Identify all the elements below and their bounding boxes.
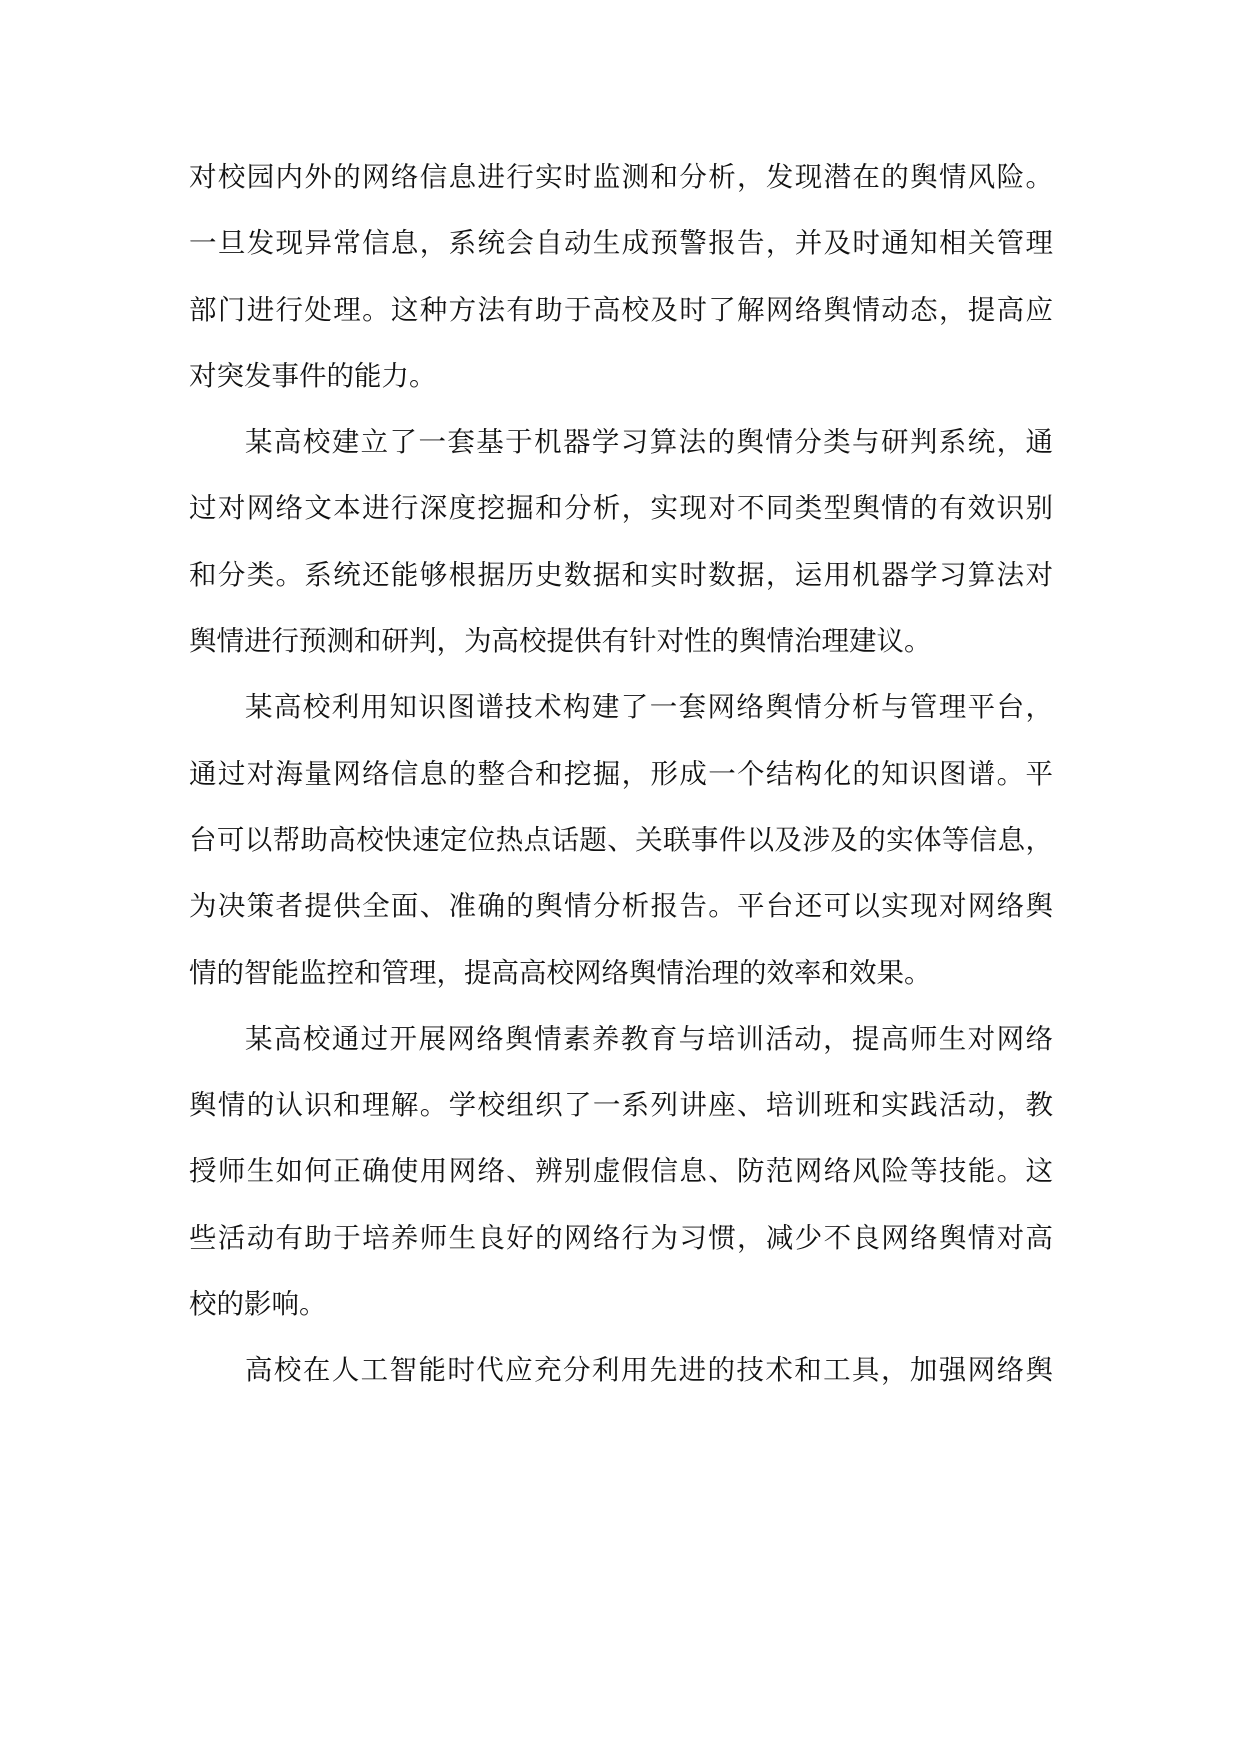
text-line: 高校在人工智能时代应充分利用先进的技术和工具，加强网络舆: [245, 1354, 1053, 1387]
text-line: 舆情进行预测和研判，为高校提供有针对性的舆情治理建议。: [189, 625, 932, 658]
text-line: 对校园内外的网络信息进行实时监测和分析，发现潜在的舆情风险。: [189, 161, 1053, 193]
text-line: 过对网络文本进行深度挖掘和分析，实现对不同类型舆情的有效识别: [189, 492, 1053, 525]
text-line: 某高校利用知识图谱技术构建了一套网络舆情分析与管理平台，: [245, 691, 1053, 724]
text-line: 情的智能监控和管理，提高高校网络舆情治理的效率和效果。: [189, 956, 932, 989]
text-line: 某高校通过开展网络舆情素养教育与培训活动，提高师生对网络: [245, 1022, 1053, 1055]
text-line: 为决策者提供全面、准确的舆情分析报告。平台还可以实现对网络舆: [189, 890, 1053, 923]
text-line: 些活动有助于培养师生良好的网络行为习惯，减少不良网络舆情对高: [189, 1221, 1053, 1254]
text-line: 通过对海量网络信息的整合和挖掘，形成一个结构化的知识图谱。平: [189, 757, 1053, 790]
text-line: 对突发事件的能力。: [189, 359, 437, 392]
text-line: 授师生如何正确使用网络、辨别虚假信息、防范网络风险等技能。这: [189, 1155, 1053, 1188]
text-line: 台可以帮助高校快速定位热点话题、关联事件以及涉及的实体等信息，: [189, 823, 1053, 856]
text-line: 校的影响。: [189, 1288, 327, 1321]
body-text: [189, 144, 1053, 1404]
text-line: 舆情的认识和理解。学校组织了一系列讲座、培训班和实践活动，教: [189, 1089, 1053, 1122]
text-line: 某高校建立了一套基于机器学习算法的舆情分类与研判系统，通: [245, 426, 1053, 459]
text-line: 一旦发现异常信息，系统会自动生成预警报告，并及时通知相关管理: [189, 227, 1053, 260]
text-line: 部门进行处理。这种方法有助于高校及时了解网络舆情动态，提高应: [189, 293, 1053, 326]
text-line: 和分类。系统还能够根据历史数据和实时数据，运用机器学习算法对: [189, 558, 1053, 591]
